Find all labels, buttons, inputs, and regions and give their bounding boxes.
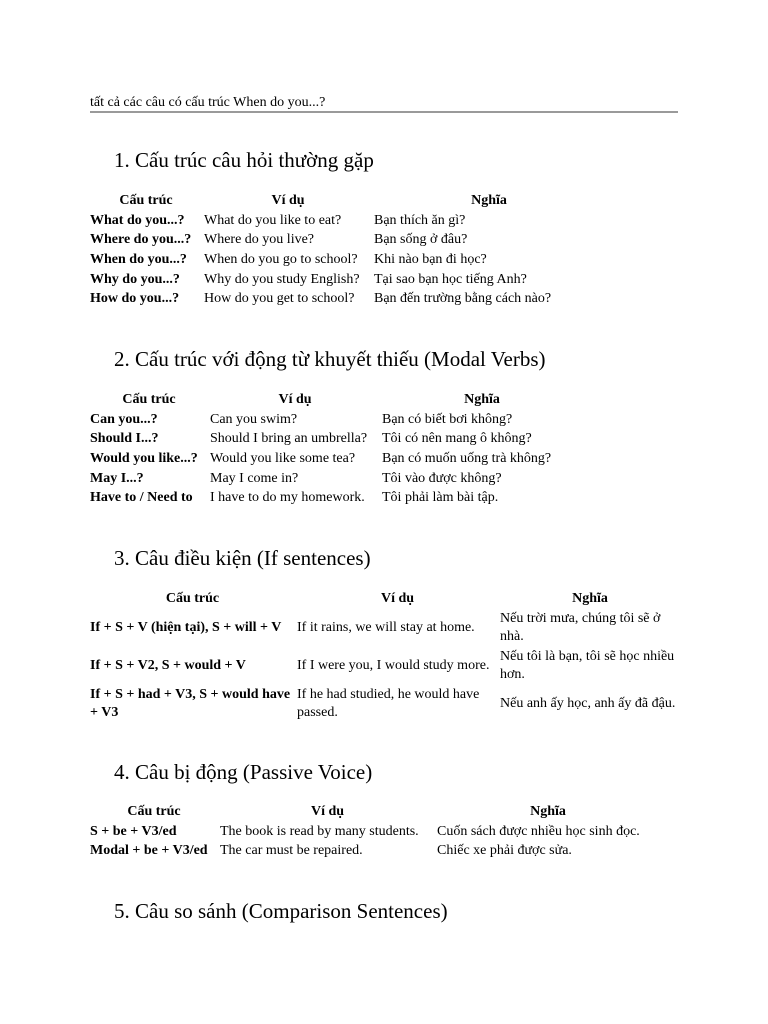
structure-cell: Can you...? <box>90 411 158 427</box>
structure-cell: Modal + be + V3/ed <box>90 843 208 859</box>
meaning-cell: Nếu trời mưa, chúng tôi sẽ ở nhà. <box>500 611 661 644</box>
table-row <box>90 488 582 508</box>
structure-cell: Should I...? <box>90 431 159 447</box>
structure-cell: If + S + V (hiện tại), S + will + V <box>90 620 282 635</box>
column-header-structure: Cấu trúc <box>127 804 181 819</box>
table-row <box>90 685 680 723</box>
table-header-row <box>90 390 582 410</box>
column-header-example: Ví dụ <box>271 193 305 208</box>
example-cell: The book is read by many students. <box>220 823 419 839</box>
column-header-example: Ví dụ <box>278 392 312 407</box>
table-row <box>90 289 604 309</box>
structure-cell: If + S + had + V3, S + would have + V3 <box>90 687 291 720</box>
section-3-title: 3. Câu điều kiện (If sentences) <box>114 546 371 570</box>
meaning-cell: Tôi phải làm bài tập. <box>382 490 499 506</box>
meaning-cell: Bạn có biết bơi không? <box>382 411 513 427</box>
section-3-table <box>88 589 682 723</box>
example-cell: If he had studied, he would have passed. <box>297 687 480 720</box>
structure-cell: How do you...? <box>90 291 180 307</box>
example-cell: Why do you study English? <box>204 271 360 287</box>
table-row <box>90 211 604 231</box>
structure-cell: If + S + V2, S + would + V <box>90 658 246 673</box>
example-cell: Would you like some tea? <box>210 450 356 466</box>
structure-cell: Why do you...? <box>90 271 180 287</box>
meaning-cell: Bạn đến trường bằng cách nào? <box>374 291 552 307</box>
column-header-meaning: Nghĩa <box>572 591 608 606</box>
meaning-cell: Bạn sống ở đâu? <box>374 232 468 248</box>
example-cell: If I were you, I would study more. <box>297 658 490 673</box>
structure-cell: What do you...? <box>90 212 185 228</box>
table-row <box>90 469 582 489</box>
meaning-cell: Khi nào bạn đi học? <box>374 251 487 267</box>
table-row <box>90 609 680 647</box>
section-1-title: 1. Cấu trúc câu hỏi thường gặp <box>114 148 374 172</box>
column-header-structure: Cấu trúc <box>165 591 220 606</box>
example-cell: Where do you live? <box>204 232 315 248</box>
table-row <box>90 231 604 251</box>
example-cell: How do you get to school? <box>204 291 355 307</box>
structure-cell: Have to / Need to <box>90 490 193 506</box>
structure-cell: Would you like...? <box>90 450 198 466</box>
table-row <box>90 449 582 469</box>
section-4-title: 4. Câu bị động (Passive Voice) <box>114 760 373 784</box>
meaning-cell: Nếu tôi là bạn, tôi sẽ học nhiều hơn. <box>500 649 675 682</box>
meaning-cell: Cuốn sách được nhiều học sinh đọc. <box>437 823 640 839</box>
section-2-title: 2. Cấu trúc với động từ khuyết thiếu (Modal Verbs) <box>114 347 546 371</box>
structure-cell: When do you...? <box>90 251 187 267</box>
meaning-cell: Bạn có muốn uống trà không? <box>382 450 552 466</box>
column-header-example: Ví dụ <box>310 804 345 819</box>
table-header-row <box>90 802 659 822</box>
example-cell: Can you swim? <box>210 411 298 427</box>
example-cell: If it rains, we will stay at home. <box>297 620 475 635</box>
section-5-title: 5. Câu so sánh (Comparison Sentences) <box>114 899 448 923</box>
meaning-cell: Bạn thích ăn gì? <box>374 212 466 228</box>
column-header-example: Ví dụ <box>380 591 415 606</box>
meaning-cell: Tôi có nên mang ô không? <box>382 431 532 447</box>
column-header-structure: Cấu trúc <box>122 392 176 407</box>
page-header-text: tất cả các câu có cấu trúc When do you...? <box>90 95 326 110</box>
example-cell: I have to do my homework. <box>210 490 365 506</box>
table-row <box>90 842 659 862</box>
meaning-cell: Tại sao bạn học tiếng Anh? <box>374 271 527 287</box>
section-1-table <box>88 191 606 309</box>
meaning-cell: Tôi vào được không? <box>382 470 502 486</box>
table-row <box>90 647 680 685</box>
section-4-table <box>88 802 661 861</box>
table-row <box>90 270 604 290</box>
example-cell: Should I bring an umbrella? <box>210 431 368 447</box>
table-row <box>90 410 582 430</box>
header-divider <box>90 111 678 113</box>
example-cell: What do you like to eat? <box>204 212 342 228</box>
structure-cell: May I...? <box>90 470 144 486</box>
example-cell: When do you go to school? <box>204 251 358 267</box>
table-header-row <box>90 191 604 211</box>
table-row <box>90 250 604 270</box>
structure-cell: S + be + V3/ed <box>90 823 177 839</box>
meaning-cell: Chiếc xe phải được sửa. <box>437 843 572 859</box>
structure-cell: Where do you...? <box>90 232 192 248</box>
example-cell: May I come in? <box>210 470 299 486</box>
example-cell: The car must be repaired. <box>220 843 363 859</box>
column-header-meaning: Nghĩa <box>530 804 566 819</box>
table-row <box>90 822 659 842</box>
meaning-cell: Nếu anh ấy học, anh ấy đã đậu. <box>500 696 676 711</box>
column-header-structure: Cấu trúc <box>119 193 173 208</box>
table-row <box>90 430 582 450</box>
section-2-table <box>88 390 584 508</box>
column-header-meaning: Nghĩa <box>471 193 507 208</box>
table-header-row <box>90 589 680 609</box>
column-header-meaning: Nghĩa <box>464 392 500 407</box>
